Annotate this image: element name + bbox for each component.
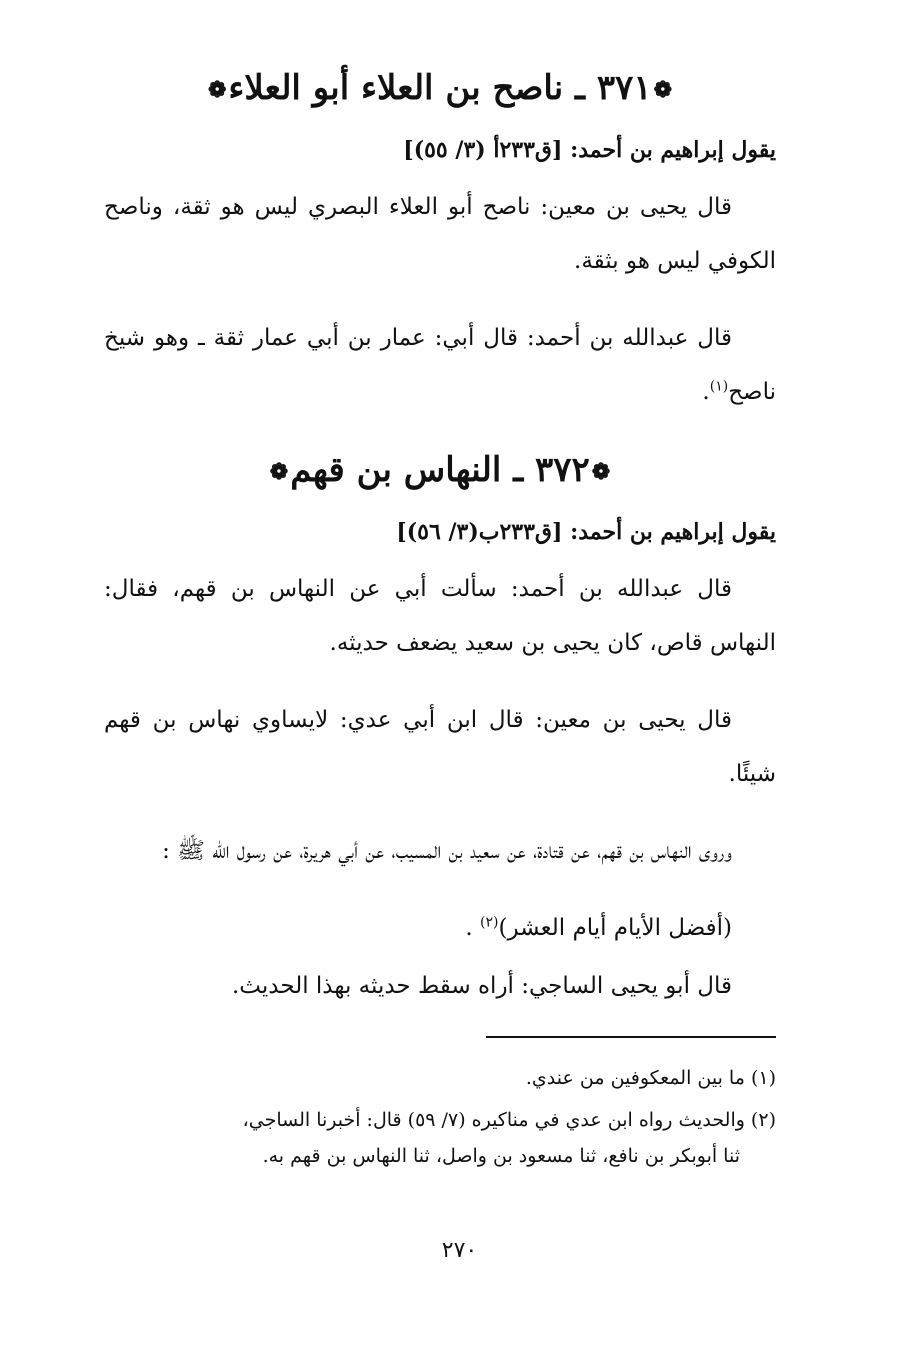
quote-text: (أفضل الأيام أيام العشر): [498, 915, 732, 941]
source-intro: يقول إبراهيم بن أحمد:: [570, 519, 776, 545]
paragraph: قال يحيى بن معين: قال ابن أبي عدي: لايساوي نهاس بن قهم شيئًا.: [104, 707, 776, 787]
ornament-icon: ❁: [207, 77, 227, 103]
source-line: [104, 512, 776, 552]
footnote-2-continued: ثنا أبوبكر بن نافع، ثنا مسعود بن واصل، ثنا النهاس بن قهم به.: [262, 1145, 740, 1167]
footnote-2: (٢) والحديث رواه ابن عدي في مناكيره (٧/ ٥٩) قال: أخبرنا الساجي،: [242, 1109, 776, 1131]
ornament-icon: ❁: [269, 459, 289, 485]
source-ref: [ق٢٣٣أ (٣/ ٥٥)]: [403, 137, 563, 163]
source-ref: [ق٢٣٣ب(٣/ ٥٦)]: [396, 519, 563, 545]
ornament-icon: ❁: [653, 77, 673, 103]
page-number: ٢٧٠: [441, 1238, 478, 1263]
paragraph: وروى النهاس بن قهم، عن قتادة، عن سعيد بن المسيب، عن أبي هريرة، عن رسول الله ﷺ :: [162, 838, 732, 864]
footnote-marker: (٢): [480, 914, 499, 931]
source-line: [104, 130, 776, 170]
footnote-marker: (١): [709, 378, 729, 395]
entry-name: النهاس بن قهم: [290, 450, 502, 490]
entry-number: ٣٧١: [596, 68, 652, 108]
paragraph-text: قال عبدالله بن أحمد: قال أبي: عمار بن أبي عمار ثقة ـ وهو شيخ ناصح: [104, 325, 776, 405]
source-intro: يقول إبراهيم بن أحمد:: [570, 137, 776, 163]
paragraph: قال عبدالله بن أحمد: قال أبي: عمار بن أبي عمار ثقة ـ وهو شيخ ناصح$^{(١)}$.: [104, 325, 776, 405]
paragraph: قال يحيى بن معين: ناصح أبو العلاء البصري ليس هو ثقة، وناصح الكوفي ليس هو بثقة.: [104, 194, 776, 274]
footnote-1: (١) ما بين المعكوفين من عندي.: [525, 1067, 776, 1089]
entry-name: ناصح بن العلاء أبو العلاء: [228, 68, 564, 108]
paragraph: قال أبو يحيى الساجي: أراه سقط حديثه بهذا الحديث.: [231, 973, 732, 999]
paragraph: قال عبدالله بن أحمد: سألت أبي عن النهاس بن قهم، فقال: النهاس قاص، كان يحيى بن سعيد يضعف حديثه.: [104, 576, 776, 656]
entry-number: ٣٧٢: [535, 450, 590, 490]
entry-title-371: ❁٣٧١ ـ ناصح بن العلاء أبو العلاء❁: [104, 60, 776, 118]
ornament-icon: ❁: [591, 459, 611, 485]
entry-title-372: ❁٣٧٢ ـ النهاس بن قهم❁: [104, 442, 776, 500]
footnote-divider: [486, 1036, 776, 1038]
book-page: [104, 60, 776, 1290]
hadith-quote: (أفضل الأيام أيام العشر)$^{(٢)}$ .: [465, 914, 732, 941]
